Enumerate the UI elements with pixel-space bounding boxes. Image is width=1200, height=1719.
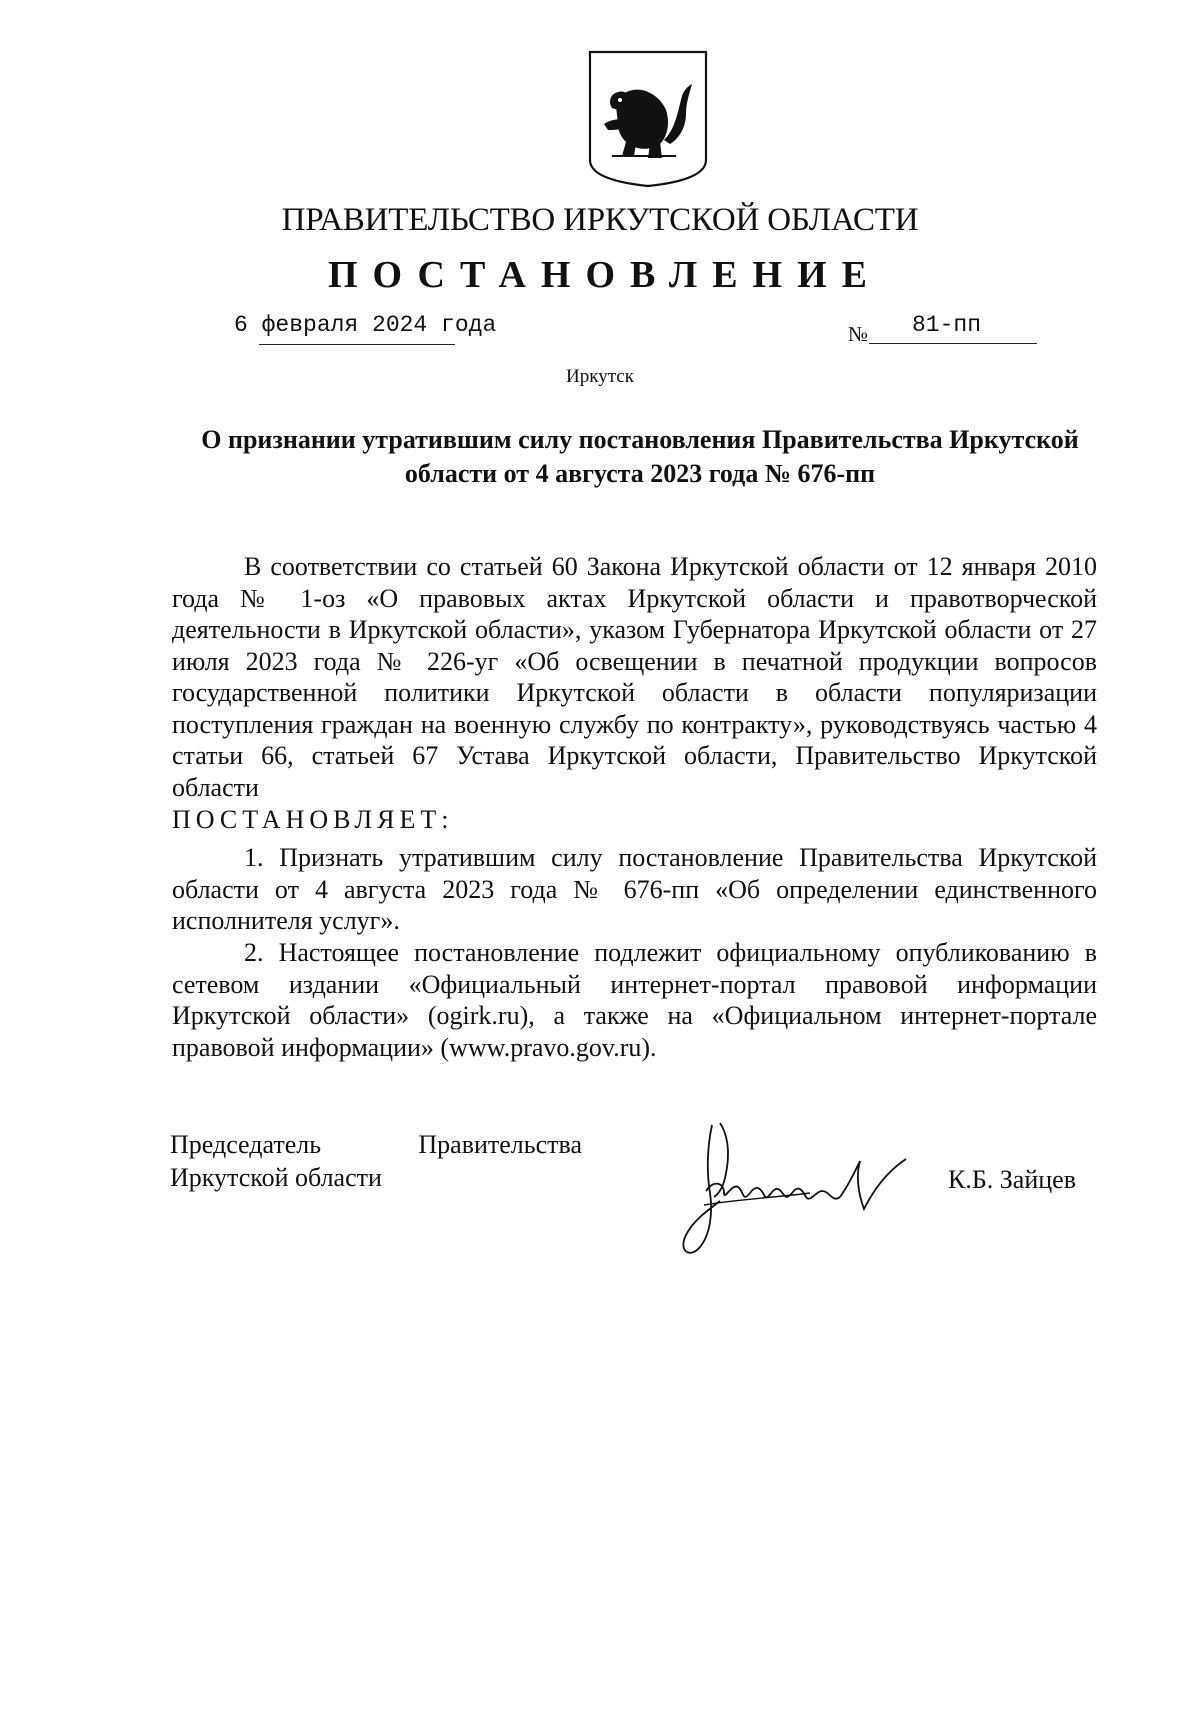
item-1-paragraph: 1. Признать утратившим силу постановление Правительства Иркутской области от 4 августа 2023 года № 676-пп «Об определении единственного исполнителя услуг». (172, 843, 1097, 935)
document-title (170, 423, 1110, 491)
document-number: 81-пп (912, 312, 982, 338)
preamble-paragraph: В соответствии со статьей 60 Закона Иркутской области от 12 января 2010 года № 1-оз «О правовых актах Иркутской области и правотворческой деятельности в Иркутской области», указом Губернатора Иркутской области от 27 июля 2023 года № 226-уг «Об освещении в печатной продукции вопросов государственной политики Иркутской области в области популяризации поступления граждан на военную службу по контракту», руководствуясь частью 4 статьи 66, статьей 67 Устава Иркутской области, Правительство Иркутской области (172, 552, 1097, 802)
organization-name: ПРАВИТЕЛЬСТВО ИРКУТСКОЙ ОБЛАСТИ (281, 202, 919, 238)
handwritten-signature (680, 1113, 930, 1263)
number-sign: № (848, 322, 869, 346)
position-line-2: Иркутской области (170, 1163, 382, 1192)
title-line-1: О признании утратившим силу постановления Правительства Иркутской (201, 425, 1079, 454)
signatory-name: К.Б. Зайцев (948, 1165, 1076, 1194)
number-underline (869, 343, 1037, 344)
item-2-paragraph: 2. Настоящее постановление подлежит официальному опубликованию в сетевом издании «Официальный интернет-портал правовой информации Иркутской области» (ogirk.ru), а также на «Официальном интернет-портале правовой информации» (www.pravo.gov.ru). (172, 938, 1097, 1062)
date-underline (259, 344, 455, 345)
position-word-1: Председатель (170, 1130, 322, 1159)
resolves-heading: ПОСТАНОВЛЯЕТ: (172, 805, 454, 834)
city: Иркутск (566, 366, 634, 387)
coat-of-arms-icon (586, 48, 710, 188)
position-word-2: Правительства (418, 1130, 582, 1159)
title-line-2: области от 4 августа 2023 года № 676-пп (404, 459, 876, 488)
document-type: ПОСТАНОВЛЕНИЕ (327, 254, 883, 296)
document-date: 6 февраля 2024 года (234, 312, 497, 338)
signatory-position (170, 1128, 582, 1194)
